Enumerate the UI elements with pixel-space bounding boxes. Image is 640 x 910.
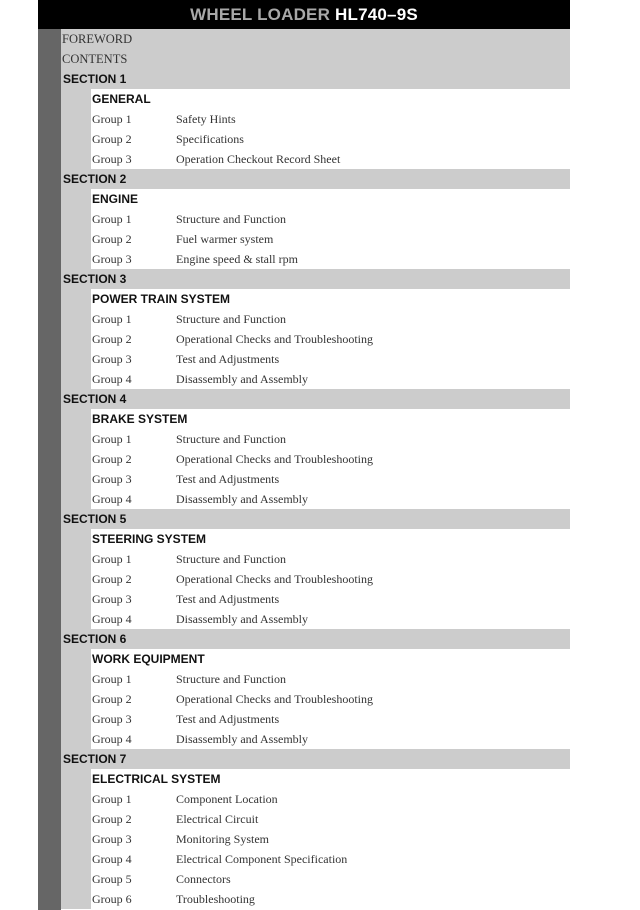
group-row[interactable]: [91, 809, 570, 829]
group-label: Group 3: [92, 152, 132, 166]
group-row[interactable]: [91, 589, 570, 609]
group-title-link[interactable]: Operation Checkout Record Sheet: [176, 152, 341, 166]
group-row[interactable]: [91, 489, 570, 509]
group-row[interactable]: [91, 329, 570, 349]
group-row[interactable]: [91, 669, 570, 689]
group-label: Group 5: [92, 872, 132, 886]
group-title-link[interactable]: Operational Checks and Troubleshooting: [176, 332, 373, 346]
group-label: Group 6: [92, 892, 132, 906]
group-title-link[interactable]: Operational Checks and Troubleshooting: [176, 572, 373, 586]
group-label: Group 1: [92, 672, 132, 686]
group-label: Group 1: [92, 212, 132, 226]
group-title-link[interactable]: Engine speed & stall rpm: [176, 252, 298, 266]
group-title-link[interactable]: Disassembly and Assembly: [176, 732, 308, 746]
group-label: Group 4: [92, 372, 132, 386]
group-label: Group 2: [92, 692, 132, 706]
group-row[interactable]: [91, 689, 570, 709]
section-header[interactable]: SECTION 6: [61, 629, 570, 649]
group-title-link[interactable]: Structure and Function: [176, 432, 286, 446]
group-label: Group 3: [92, 352, 132, 366]
group-title-link[interactable]: Electrical Component Specification: [176, 852, 348, 866]
section-header[interactable]: SECTION 3: [61, 269, 570, 289]
title-prefix: WHEEL LOADER: [190, 5, 331, 24]
section-body: [61, 89, 570, 169]
group-title-link[interactable]: Structure and Function: [176, 552, 286, 566]
group-title-link[interactable]: Disassembly and Assembly: [176, 492, 308, 506]
group-row[interactable]: [91, 449, 570, 469]
section-body: [61, 409, 570, 509]
section-body: [61, 649, 570, 749]
group-row[interactable]: [91, 309, 570, 329]
group-label: Group 1: [92, 312, 132, 326]
group-title-link[interactable]: Operational Checks and Troubleshooting: [176, 692, 373, 706]
group-title-link[interactable]: Troubleshooting: [176, 892, 255, 906]
section-body: [61, 189, 570, 269]
section-header[interactable]: SECTION 1: [61, 69, 570, 89]
group-row[interactable]: [91, 249, 570, 269]
group-label: Group 2: [92, 232, 132, 246]
group-label: Group 1: [92, 112, 132, 126]
group-title-link[interactable]: Electrical Circuit: [176, 812, 259, 826]
group-row[interactable]: [91, 709, 570, 729]
group-label: Group 2: [92, 332, 132, 346]
section-body: [61, 529, 570, 629]
section-title[interactable]: ELECTRICAL SYSTEM: [92, 772, 221, 786]
group-title-link[interactable]: Connectors: [176, 872, 231, 886]
section-title[interactable]: GENERAL: [92, 92, 151, 106]
group-row[interactable]: [91, 109, 570, 129]
title-model: HL740–9S: [335, 5, 418, 24]
group-label: Group 2: [92, 132, 132, 146]
group-title-link[interactable]: Structure and Function: [176, 212, 286, 226]
section-header[interactable]: SECTION 2: [61, 169, 570, 189]
group-row[interactable]: [91, 229, 570, 249]
group-label: Group 4: [92, 852, 132, 866]
group-row[interactable]: [91, 729, 570, 749]
group-label: Group 4: [92, 492, 132, 506]
group-title-link[interactable]: Test and Adjustments: [176, 592, 280, 606]
group-label: Group 1: [92, 432, 132, 446]
section-body: [61, 769, 570, 909]
group-row[interactable]: [91, 609, 570, 629]
section-title[interactable]: BRAKE SYSTEM: [92, 412, 188, 426]
group-title-link[interactable]: Test and Adjustments: [176, 712, 280, 726]
group-title-link[interactable]: Component Location: [176, 792, 278, 806]
group-row[interactable]: [91, 869, 570, 889]
group-row[interactable]: [91, 469, 570, 489]
group-label: Group 3: [92, 592, 132, 606]
group-row[interactable]: [91, 349, 570, 369]
group-label: Group 3: [92, 252, 132, 266]
section-title[interactable]: ENGINE: [92, 192, 139, 206]
group-row[interactable]: [91, 549, 570, 569]
group-label: Group 1: [92, 792, 132, 806]
group-label: Group 2: [92, 812, 132, 826]
group-row[interactable]: [91, 569, 570, 589]
group-title-link[interactable]: Test and Adjustments: [176, 472, 280, 486]
group-title-link[interactable]: Specifications: [176, 132, 244, 146]
page-header: [38, 0, 570, 29]
section-title[interactable]: WORK EQUIPMENT: [92, 652, 205, 666]
group-title-link[interactable]: Disassembly and Assembly: [176, 372, 308, 386]
section-header[interactable]: SECTION 4: [61, 389, 570, 409]
group-label: Group 3: [92, 472, 132, 486]
foreword-link[interactable]: FOREWORD: [61, 29, 570, 49]
group-title-link[interactable]: Safety Hints: [176, 112, 236, 126]
group-title-link[interactable]: Test and Adjustments: [176, 352, 280, 366]
group-title-link[interactable]: Disassembly and Assembly: [176, 612, 308, 626]
contents-link[interactable]: CONTENTS: [61, 49, 570, 69]
group-title-link[interactable]: Fuel warmer system: [176, 232, 274, 246]
group-label: Group 4: [92, 612, 132, 626]
group-label: Group 3: [92, 712, 132, 726]
group-row[interactable]: [91, 149, 570, 169]
group-row[interactable]: [91, 429, 570, 449]
section-header[interactable]: SECTION 5: [61, 509, 570, 529]
group-label: Group 2: [92, 572, 132, 586]
group-title-link[interactable]: Structure and Function: [176, 672, 286, 686]
group-title-link[interactable]: Operational Checks and Troubleshooting: [176, 452, 373, 466]
left-sidebar-bar: [38, 29, 61, 910]
section-list: [61, 69, 570, 909]
table-of-contents: [61, 29, 570, 909]
group-title-link[interactable]: Structure and Function: [176, 312, 286, 326]
section-header[interactable]: SECTION 7: [61, 749, 570, 769]
group-label: Group 2: [92, 452, 132, 466]
group-row[interactable]: [91, 849, 570, 869]
group-title-link[interactable]: Monitoring System: [176, 832, 270, 846]
group-label: Group 4: [92, 732, 132, 746]
group-label: Group 1: [92, 552, 132, 566]
section-title[interactable]: POWER TRAIN SYSTEM: [92, 292, 231, 306]
group-label: Group 3: [92, 832, 132, 846]
group-row[interactable]: [91, 129, 570, 149]
group-row[interactable]: [91, 789, 570, 809]
group-row[interactable]: [91, 369, 570, 389]
group-row[interactable]: [91, 209, 570, 229]
section-body: [61, 289, 570, 389]
group-row[interactable]: [91, 889, 570, 909]
section-title[interactable]: STEERING SYSTEM: [92, 532, 207, 546]
group-row[interactable]: [91, 829, 570, 849]
